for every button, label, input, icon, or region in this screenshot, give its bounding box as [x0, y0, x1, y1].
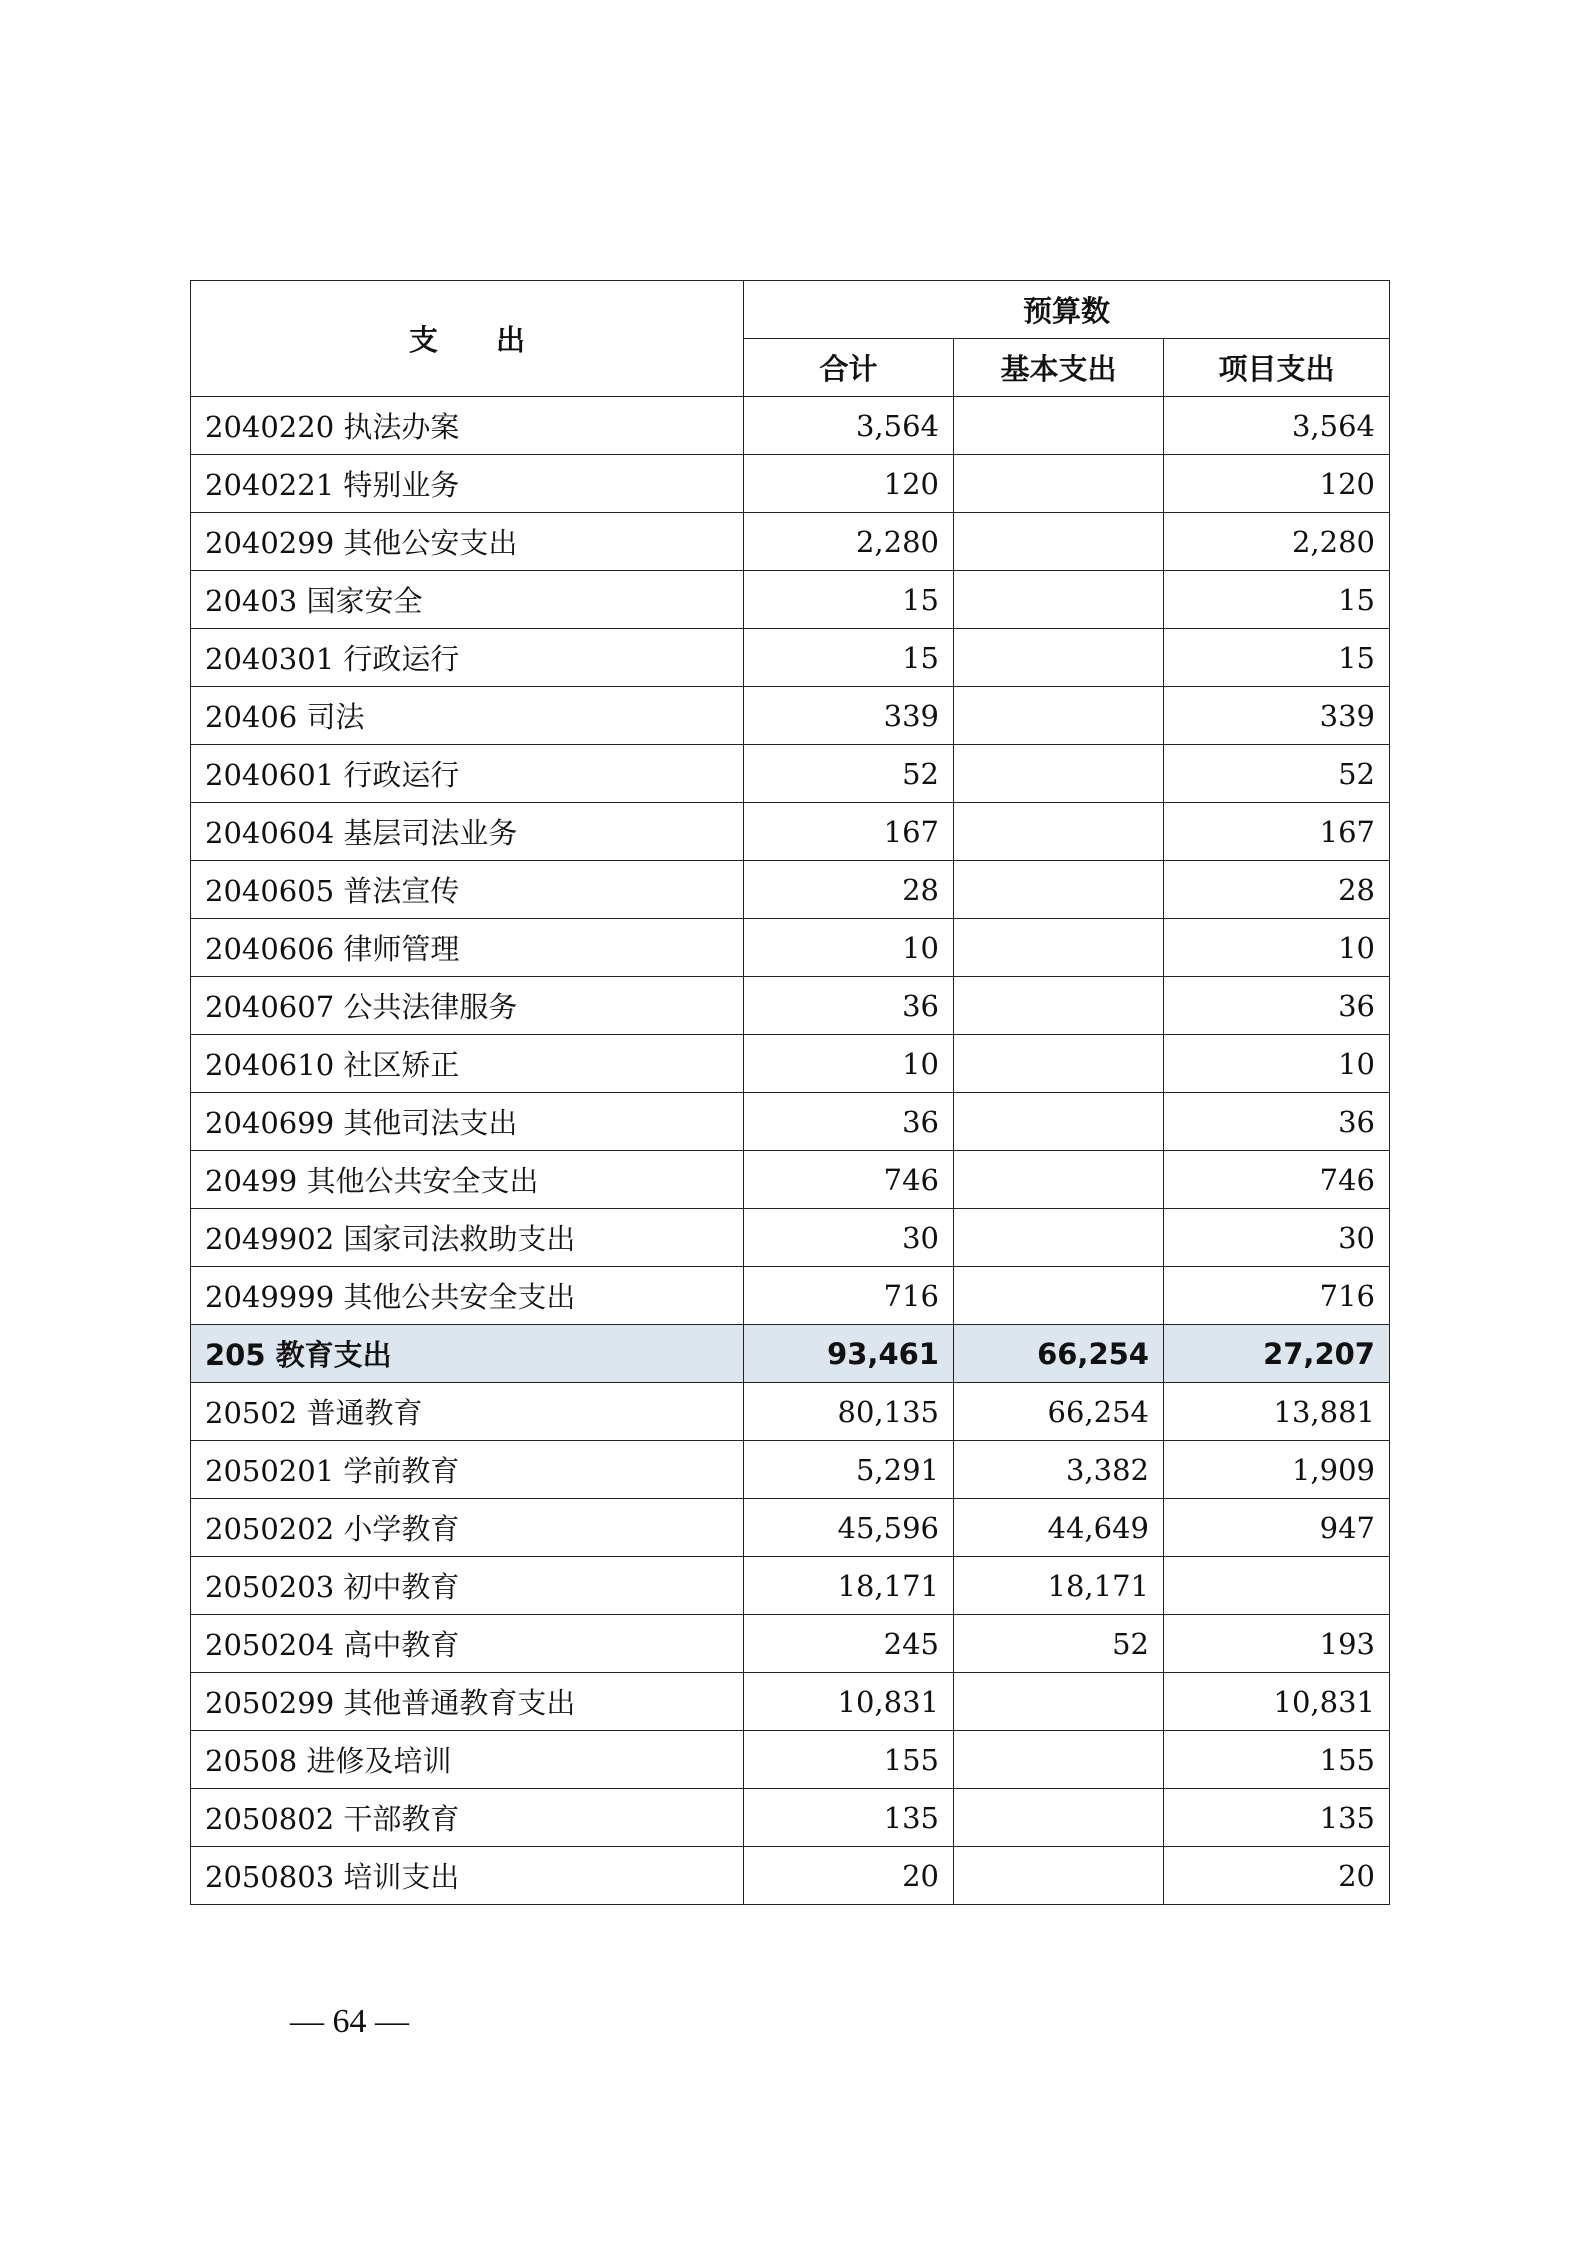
- row-total: 339: [744, 687, 954, 745]
- row-name: 2050203 初中教育: [191, 1557, 744, 1615]
- row-name: 20406 司法: [191, 687, 744, 745]
- row-name: 2040606 律师管理: [191, 919, 744, 977]
- row-total: 155: [744, 1731, 954, 1789]
- row-name: 2040604 基层司法业务: [191, 803, 744, 861]
- row-name: 2040299 其他公安支出: [191, 513, 744, 571]
- row-total: 36: [744, 1093, 954, 1151]
- table-row: [191, 1267, 1390, 1325]
- row-basic: [954, 1789, 1164, 1847]
- project-header: 项目支出: [1164, 339, 1390, 397]
- total-header: 合计: [744, 339, 954, 397]
- budget-header: 预算数: [744, 281, 1390, 339]
- row-basic: [954, 1093, 1164, 1151]
- table-row: [191, 1325, 1390, 1383]
- row-basic: [954, 1847, 1164, 1905]
- row-name: 2049902 国家司法救助支出: [191, 1209, 744, 1267]
- table-row: [191, 1673, 1390, 1731]
- row-name: 2040607 公共法律服务: [191, 977, 744, 1035]
- row-name: 20403 国家安全: [191, 571, 744, 629]
- row-name: 20499 其他公共安全支出: [191, 1151, 744, 1209]
- table-row: [191, 1847, 1390, 1905]
- row-name: 2040301 行政运行: [191, 629, 744, 687]
- row-basic: 66,254: [954, 1325, 1164, 1383]
- table-body: [191, 397, 1390, 1905]
- table-row: [191, 513, 1390, 571]
- table-row: [191, 1499, 1390, 1557]
- row-project: 15: [1164, 571, 1390, 629]
- row-basic: [954, 803, 1164, 861]
- row-project: 10: [1164, 919, 1390, 977]
- table-row: [191, 1035, 1390, 1093]
- row-name: 2050299 其他普通教育支出: [191, 1673, 744, 1731]
- row-project: [1164, 1557, 1390, 1615]
- table-row: [191, 745, 1390, 803]
- row-total: 36: [744, 977, 954, 1035]
- table-row: [191, 1093, 1390, 1151]
- table-row: [191, 977, 1390, 1035]
- row-total: 30: [744, 1209, 954, 1267]
- row-project: 3,564: [1164, 397, 1390, 455]
- row-total: 3,564: [744, 397, 954, 455]
- row-total: 135: [744, 1789, 954, 1847]
- row-project: 746: [1164, 1151, 1390, 1209]
- row-total: 93,461: [744, 1325, 954, 1383]
- row-project: 15: [1164, 629, 1390, 687]
- row-project: 36: [1164, 1093, 1390, 1151]
- row-total: 15: [744, 571, 954, 629]
- table-row: [191, 919, 1390, 977]
- row-total: 52: [744, 745, 954, 803]
- table-row: [191, 1151, 1390, 1209]
- basic-header: 基本支出: [954, 339, 1164, 397]
- row-total: 10: [744, 919, 954, 977]
- table-row: [191, 1557, 1390, 1615]
- row-total: 2,280: [744, 513, 954, 571]
- row-project: 120: [1164, 455, 1390, 513]
- row-name: 205 教育支出: [191, 1325, 744, 1383]
- row-basic: [954, 687, 1164, 745]
- row-total: 120: [744, 455, 954, 513]
- row-total: 18,171: [744, 1557, 954, 1615]
- row-basic: [954, 629, 1164, 687]
- table-row: [191, 1383, 1390, 1441]
- row-basic: [954, 1731, 1164, 1789]
- table-row: [191, 1731, 1390, 1789]
- table-row: [191, 1615, 1390, 1673]
- table-row: [191, 1441, 1390, 1499]
- row-project: 716: [1164, 1267, 1390, 1325]
- row-name: 2040601 行政运行: [191, 745, 744, 803]
- table-row: [191, 1209, 1390, 1267]
- row-total: 20: [744, 1847, 954, 1905]
- table-row: [191, 455, 1390, 513]
- row-total: 5,291: [744, 1441, 954, 1499]
- row-project: 28: [1164, 861, 1390, 919]
- row-project: 947: [1164, 1499, 1390, 1557]
- row-name: 2040605 普法宣传: [191, 861, 744, 919]
- row-project: 13,881: [1164, 1383, 1390, 1441]
- row-name: 2040220 执法办案: [191, 397, 744, 455]
- row-basic: 66,254: [954, 1383, 1164, 1441]
- row-name: 2050204 高中教育: [191, 1615, 744, 1673]
- row-total: 167: [744, 803, 954, 861]
- page-number: — 64 —: [290, 2003, 409, 2040]
- row-project: 339: [1164, 687, 1390, 745]
- row-basic: 18,171: [954, 1557, 1164, 1615]
- row-name: 20508 进修及培训: [191, 1731, 744, 1789]
- row-basic: [954, 1267, 1164, 1325]
- row-basic: [954, 1209, 1164, 1267]
- row-project: 2,280: [1164, 513, 1390, 571]
- row-basic: [954, 861, 1164, 919]
- row-basic: [954, 1673, 1164, 1731]
- row-project: 30: [1164, 1209, 1390, 1267]
- row-name: 2040699 其他司法支出: [191, 1093, 744, 1151]
- row-total: 10: [744, 1035, 954, 1093]
- row-project: 1,909: [1164, 1441, 1390, 1499]
- row-name: 2050202 小学教育: [191, 1499, 744, 1557]
- row-project: 193: [1164, 1615, 1390, 1673]
- row-total: 15: [744, 629, 954, 687]
- row-basic: [954, 1035, 1164, 1093]
- row-project: 10,831: [1164, 1673, 1390, 1731]
- row-project: 10: [1164, 1035, 1390, 1093]
- table-row: [191, 861, 1390, 919]
- table-row: [191, 1789, 1390, 1847]
- row-basic: [954, 745, 1164, 803]
- table-row: [191, 687, 1390, 745]
- row-basic: [954, 513, 1164, 571]
- row-project: 135: [1164, 1789, 1390, 1847]
- row-basic: 44,649: [954, 1499, 1164, 1557]
- table-row: [191, 803, 1390, 861]
- row-basic: 3,382: [954, 1441, 1164, 1499]
- row-project: 155: [1164, 1731, 1390, 1789]
- row-name: 2049999 其他公共安全支出: [191, 1267, 744, 1325]
- row-total: 45,596: [744, 1499, 954, 1557]
- row-basic: [954, 571, 1164, 629]
- table-row: [191, 397, 1390, 455]
- row-basic: [954, 455, 1164, 513]
- row-project: 27,207: [1164, 1325, 1390, 1383]
- row-total: 746: [744, 1151, 954, 1209]
- row-name: 2040610 社区矫正: [191, 1035, 744, 1093]
- row-total: 28: [744, 861, 954, 919]
- row-total: 245: [744, 1615, 954, 1673]
- row-name: 2050802 干部教育: [191, 1789, 744, 1847]
- row-basic: [954, 1151, 1164, 1209]
- budget-table: [190, 280, 1390, 1905]
- row-project: 52: [1164, 745, 1390, 803]
- row-basic: [954, 919, 1164, 977]
- row-project: 20: [1164, 1847, 1390, 1905]
- row-project: 36: [1164, 977, 1390, 1035]
- table-row: [191, 629, 1390, 687]
- row-name: 20502 普通教育: [191, 1383, 744, 1441]
- row-name: 2050803 培训支出: [191, 1847, 744, 1905]
- row-total: 80,135: [744, 1383, 954, 1441]
- row-project: 167: [1164, 803, 1390, 861]
- row-name: 2050201 学前教育: [191, 1441, 744, 1499]
- table-row: [191, 571, 1390, 629]
- header-row: [191, 281, 1390, 339]
- row-total: 10,831: [744, 1673, 954, 1731]
- row-total: 716: [744, 1267, 954, 1325]
- row-basic: [954, 397, 1164, 455]
- expense-header: 支 出: [191, 281, 744, 397]
- row-basic: [954, 977, 1164, 1035]
- row-basic: 52: [954, 1615, 1164, 1673]
- row-name: 2040221 特别业务: [191, 455, 744, 513]
